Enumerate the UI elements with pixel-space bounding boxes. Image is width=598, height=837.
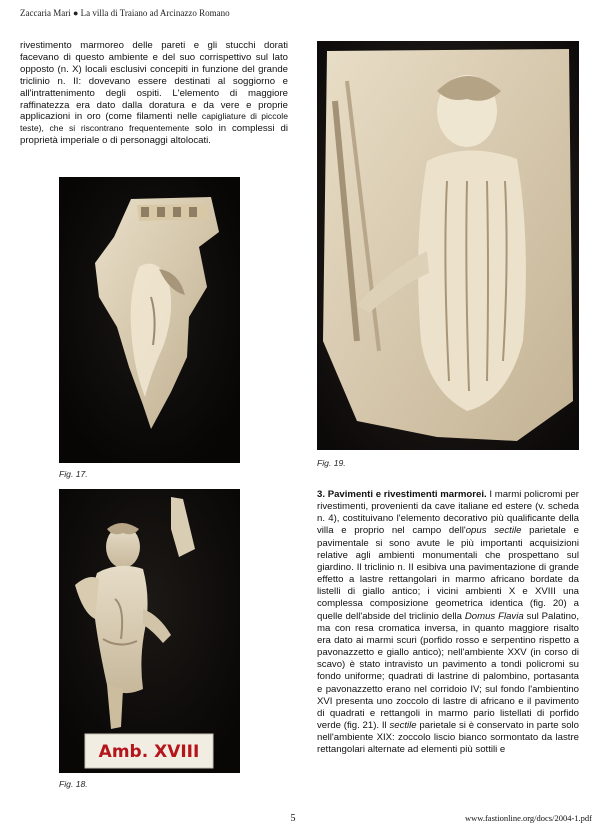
section-3-text-4: parietale si è conservato in parte solo nell'ambiente XIX: zoccolo liscio bianco sormontato da lastre rettangolari alternate ad elementi più sottili e (317, 719, 580, 756)
section-3-text-2: parietale e pavimentale si sono avute le più importanti acquisizioni relative agli ambienti monumentali che prospettano sul giardino. Il triclinio n. II esibiva una pavimentazione di grande effetto a lastre rettangolari in marmo africano bordate da listelli di giallo antico; i vicini ambienti X e XVIII una complessa composizione geometrica identica (fig. 20) a quelle dell'abside del triclinio della (317, 525, 579, 622)
footer-url[interactable]: www.fastionline.org/docs/2004-1.pdf (464, 813, 592, 823)
left-column-paragraph (20, 40, 288, 147)
figure-18-photo (59, 489, 240, 773)
running-head: Zaccaria Mari ● La villa di Traiano ad Arcinazzo Romano (20, 8, 230, 18)
section-3-italic-3: sectile (389, 719, 417, 731)
section-3-italic-1: opus sectile (465, 525, 522, 537)
section-3-paragraph (317, 489, 579, 756)
section-3-text-3: sul Palatino, ma con resa cromatica inversa, in quanto maggiore risalto era dato ai marmi scuri (porfido rosso e serpentino rispetto a pavonazzetto e giallo antico); nell'ambiente XXV (in corso di scavo) è stato intravisto un pavimento a tondi policromi su fondo uniforme; quadrati di lastrine di palombino, portasanta e pavonazzetto erano nel corridoio IV; sul fondo l'ambientino XVI presenta uno zoccolo di lastre di africano e il pavimento di quadrati e rettangoli in marmo pario listellati di porfido verde (fig. 21). Il (317, 610, 579, 731)
figure-18-caption: Fig. 18. (59, 779, 88, 789)
figure-17-photo (59, 177, 240, 463)
section-3-text-1: I marmi policromi per rivestimenti, provenienti da cave italiane ed estere (v. scheda n. 4), costituivano l'elemento decorativo più qualificante della villa e proprio nel campo dell' (317, 489, 579, 537)
section-3-italic-2: Domus Flavia (464, 610, 524, 622)
figure-17-caption: Fig. 17. (59, 469, 88, 479)
figure-18-label: Amb. XVIII (98, 742, 200, 762)
left-paragraph-small: capigliature di piccole teste), che si riscontrano frequentemente (20, 111, 288, 134)
figure-19-photo (317, 41, 579, 450)
figure-19-caption: Fig. 19. (317, 458, 346, 468)
section-3-heading: 3. Pavimenti e rivestimenti marmorei. (317, 489, 487, 500)
left-paragraph-main: rivestimento marmoreo delle pareti e gli stucchi dorati facevano di questo ambiente e del suo corrispettivo sul lato opposto (n. X) locali esclusivi concepiti in funzione del grande triclinio n. II: dovevano essere destinati al soggiorno e all'intrattenimento degli ospiti. L'elemento di maggiore raffinatezza era dato dalla doratura e da vere e proprie applicazioni in oro (come filamenti nelle (20, 40, 288, 123)
left-paragraph-end: solo in complessi di proprietà imperiale o di personaggi altolocati. (20, 123, 288, 147)
page-number: 5 (290, 813, 296, 824)
